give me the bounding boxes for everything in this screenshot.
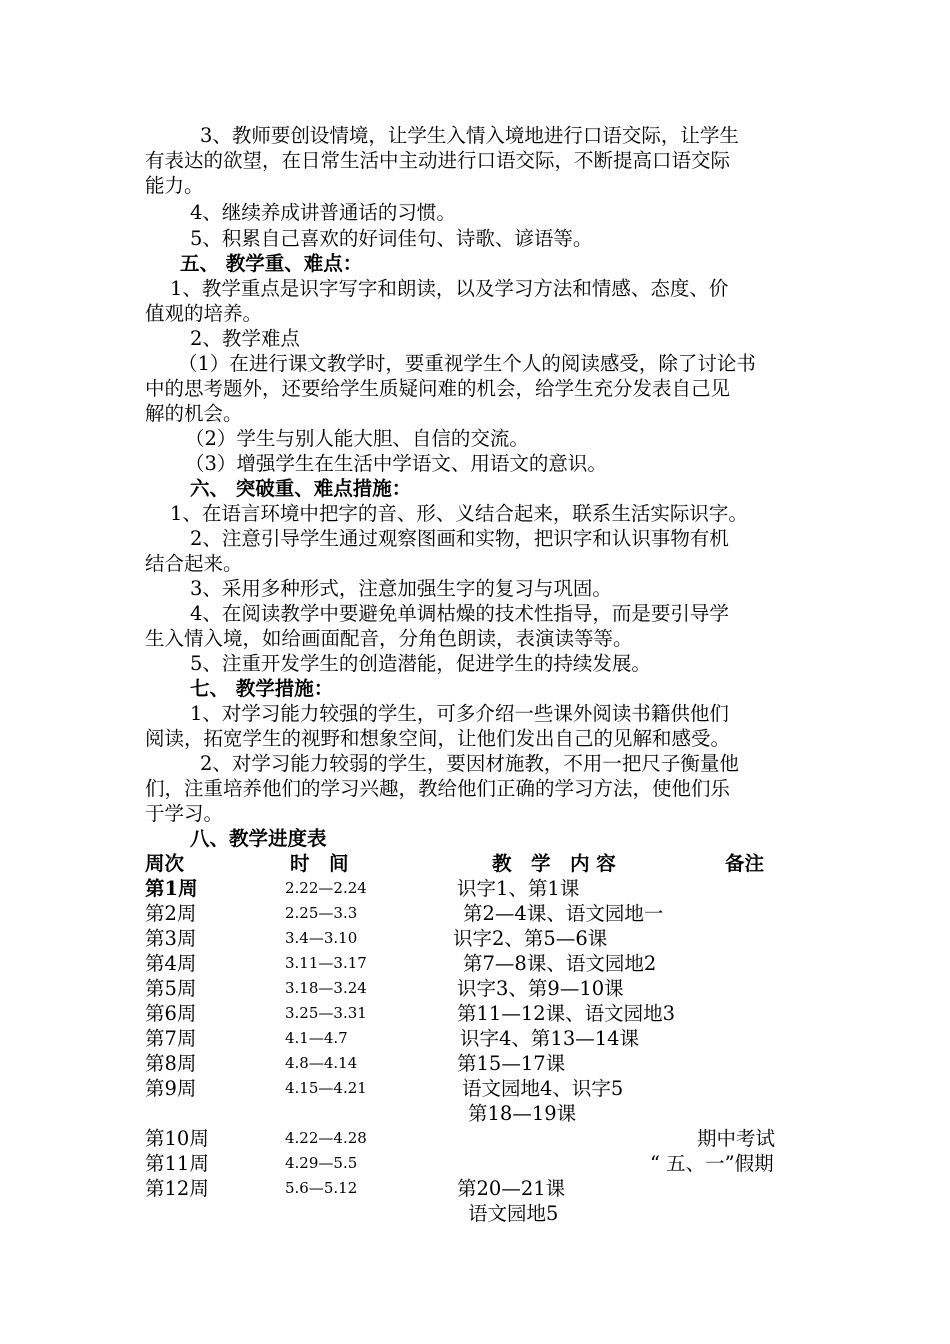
section-7-item-1-line-2: 阅读，拓宽学生的视野和想象空间，让他们发出自己的见解和感受。 — [145, 727, 731, 750]
table-row-time: 3.4—3.10 — [285, 929, 358, 947]
table-row-time: 3.18—3.24 — [285, 979, 367, 997]
section-6-item-5: 5、注重开发学生的创造潜能，促进学生的持续发展。 — [190, 652, 651, 675]
section-7-item-2-line-3: 于学习。 — [145, 802, 224, 825]
table-row-content: 语文园地4、识字5 — [462, 1077, 624, 1100]
table-row-week: 第12周 — [145, 1177, 209, 1200]
section-5-sub-3: （3）增强学生在生活中学语文、用语文的意识。 — [185, 452, 607, 475]
paragraph-3-line-2: 有表达的欲望，在日常生活中主动进行口语交际，不断提高口语交际 — [145, 149, 731, 172]
table-row-week: 第4周 — [145, 952, 197, 975]
table-row-content-continued: 语文园地5 — [468, 1202, 559, 1225]
table-row-week: 第3周 — [145, 927, 197, 950]
paragraph-5: 5、积累自己喜欢的好词佳句、诗歌、谚语等。 — [190, 227, 593, 250]
section-7-item-1-line-1: 1、对学习能力较强的学生，可多介绍一些课外阅读书籍供他们 — [190, 702, 729, 725]
section-5-sub-1-line-1: （1）在进行课文教学时，要重视学生个人的阅读感受，除了讨论书 — [178, 352, 756, 375]
table-row-content: 第7—8课、语文园地2 — [463, 952, 657, 975]
table-header-content: 教 学 内 容 — [492, 852, 616, 875]
table-row-time: 4.1—4.7 — [285, 1029, 348, 1047]
table-row-content: 第2—4课、语文园地一 — [463, 902, 664, 925]
table-row-content: 第15—17课 — [457, 1052, 566, 1075]
section-6-item-2-line-1: 2、注意引导学生通过观察图画和实物，把识字和认识事物有机 — [190, 527, 729, 550]
section-7-item-2-line-2: 们，注重培养他们的学习兴趣，教给他们正确的学习方法，使他们乐 — [145, 777, 731, 800]
table-row-week: 第11周 — [145, 1152, 209, 1175]
table-row-content: 识字1、第1课 — [457, 877, 580, 900]
table-row-time: 2.22—2.24 — [285, 879, 367, 897]
table-header-time: 时 间 — [290, 852, 349, 875]
table-row-time: 2.25—3.3 — [285, 904, 358, 922]
section-5-sub-2: （2）学生与别人能大胆、自信的交流。 — [185, 427, 529, 450]
table-row-time: 3.11—3.17 — [285, 954, 367, 972]
section-8-heading: 八、教学进度表 — [190, 827, 327, 850]
section-5-item-1-line-1: 1、教学重点是识字写字和朗读，以及学习方法和情感、态度、价 — [170, 277, 729, 300]
table-row-time: 5.6—5.12 — [285, 1179, 358, 1197]
section-5-sub-1-line-2: 中的思考题外，还要给学生质疑问难的机会，给学生充分发表自己见 — [145, 377, 731, 400]
table-row-week: 第9周 — [145, 1077, 197, 1100]
section-7-item-2-line-1: 2、对学习能力较弱的学生，要因材施教，不用一把尺子衡量他 — [200, 752, 739, 775]
table-row-time: 3.25—3.31 — [285, 1004, 367, 1022]
section-5-item-1-line-2: 值观的培养。 — [145, 302, 263, 325]
table-row-content: 识字3、第9—10课 — [457, 977, 624, 1000]
table-row-time: 4.22—4.28 — [285, 1129, 367, 1147]
section-5-sub-1-line-3: 解的机会。 — [145, 402, 243, 425]
table-row-time: 4.8—4.14 — [285, 1054, 358, 1072]
section-5-heading: 五、 教学重、难点： — [180, 252, 363, 275]
table-row-week: 第6周 — [145, 1002, 197, 1025]
table-row-time: 4.29—5.5 — [285, 1154, 358, 1172]
table-row-content: 识字2、第5—6课 — [453, 927, 608, 950]
paragraph-3-line-3: 能力。 — [145, 174, 204, 197]
table-row-week: 第2周 — [145, 902, 197, 925]
paragraph-4: 4、继续养成讲普通话的习惯。 — [190, 201, 456, 224]
table-row-week: 第1周 — [145, 877, 198, 900]
table-row-content: 第20—21课 — [457, 1177, 566, 1200]
table-header-note: 备注 — [725, 852, 765, 875]
table-row-content: 识字4、第13—14课 — [460, 1027, 640, 1050]
table-row-week: 第7周 — [145, 1027, 197, 1050]
table-row-week: 第5周 — [145, 977, 197, 1000]
section-6-item-4-line-1: 4、在阅读教学中要避免单调枯燥的技术性指导，而是要引导学 — [190, 602, 729, 625]
table-row-content: 第11—12课、语文园地3 — [457, 1002, 676, 1025]
section-5-item-2: 2、教学难点 — [190, 327, 300, 350]
table-row-note: “ 五、一”假期 — [650, 1152, 774, 1175]
table-row-week: 第8周 — [145, 1052, 197, 1075]
section-6-item-3: 3、采用多种形式，注意加强生字的复习与巩固。 — [190, 577, 612, 600]
section-6-item-4-line-2: 生入情入境，如给画面配音，分角色朗读，表演读等等。 — [145, 627, 633, 650]
section-6-heading: 六、 突破重、难点措施： — [190, 477, 412, 500]
section-6-item-2-line-2: 结合起来。 — [145, 552, 243, 575]
table-row-week: 第10周 — [145, 1127, 209, 1150]
section-7-heading: 七、 教学措施： — [190, 677, 334, 700]
table-header-week: 周次 — [145, 852, 185, 875]
paragraph-3-line-1: 3、教师要创设情境，让学生入情入境地进行口语交际，让学生 — [200, 124, 739, 147]
table-row-time: 4.15—4.21 — [285, 1079, 367, 1097]
section-6-item-1: 1、在语言环境中把字的音、形、义结合起来，联系生活实际识字。 — [170, 502, 748, 525]
table-row-content-continued: 第18—19课 — [468, 1102, 577, 1125]
table-row-note: 期中考试 — [697, 1127, 776, 1150]
